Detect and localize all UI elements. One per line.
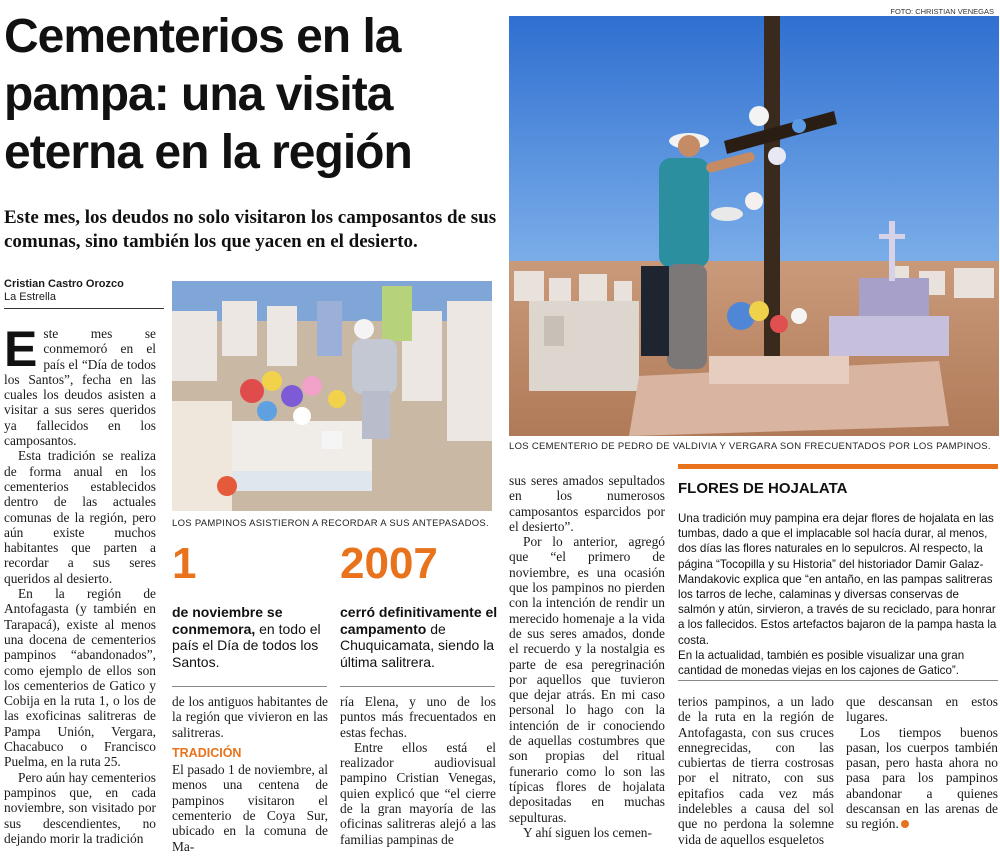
- column-1-paragraph-3: En la región de Antofagasta (y también en Tarapacá), existe al menos una docena de cementerios pampinos “abandonados”, como ejemplo de ellos son los cementerios de Gatico y Cobija en la ruta 1, o los de las exoficinas salitreras de Pampa Unión, Vergara, Chacabuco o Francisco Puelma, en la ruta 25.: [4, 586, 156, 770]
- fact-box-1: [172, 540, 332, 670]
- fact-1-number: 1: [172, 539, 197, 588]
- byline-rule: [4, 308, 164, 309]
- column-1: [4, 321, 156, 846]
- sidebar-bottom-rule: [678, 680, 998, 681]
- fact-1-text: [172, 604, 332, 670]
- sidebar: [678, 480, 998, 678]
- photo-credit: FOTO: CHRISTIAN VENEGAS: [890, 7, 994, 16]
- column-3: [340, 694, 496, 847]
- sidebar-paragraph-2: En la actualidad, también es posible visualizar una gran cantidad de monedas viejas en los cajones de Gatico”.: [678, 648, 965, 678]
- column-5-paragraph-1: terios pampinos, a un lado de la ruta en la región de Antofagasta, con sus cruces ennegrecidas, con las cubiertas de tierra costrosas por el nitrato, con sus epitafios cada vez más indelebles a causa del sol que no perdona la solemne vida de aquellos esqueletos: [678, 694, 834, 847]
- column-2-paragraph-2: El pasado 1 de noviembre, al menos una centena de pampinos visitaron el cementerio de Coya Sur, ubicado en la comuna de Ma-: [172, 762, 328, 854]
- small-photo-image: [172, 281, 492, 511]
- column-2-paragraph-1: de los antiguos habitantes de la región que vivieron en las salitreras.: [172, 694, 328, 740]
- author-outlet: La Estrella: [4, 291, 56, 303]
- fact-1-body: en todo el país el Día de todos los Santos.: [172, 620, 321, 670]
- sidebar-paragraph-1: Una tradición muy pampina era dejar flores de hojalata en las tumbas, dado a que el implacable sol hacía durar, al menos, dos días las flores naturales en lo sepulcros. Al respecto, la página “Tocopilla y su Historia” del historiador Damir Galaz-Mandakovic explica que “en antaño, en las pampas salitreras los tarros de leche, calaminas y diversas conservas de salmón y atún, sirvieron, a través de su reciclado, para honrar a los fallecidos. Estos artefactos bajaron de la pampa hasta la costa.: [678, 512, 997, 647]
- fact-2-bold: cerró definitivamente el campamento: [340, 604, 498, 637]
- end-mark-icon: [901, 820, 909, 828]
- sidebar-title: FLORES DE HOJALATA: [678, 480, 848, 497]
- column-6: [846, 694, 998, 832]
- column-5: [678, 694, 834, 847]
- column-1-paragraph-4: Pero aún hay cementerios pampinos que, en cada noviembre, son visitado por sus descendientes, no dejando morir la tradición: [4, 769, 156, 846]
- main-photo: [509, 16, 999, 436]
- column-4-paragraph-1: sus seres amados sepultados en los numerosos camposantos esparcidos por el desierto”.: [509, 473, 665, 534]
- fact-2-text: [340, 604, 500, 670]
- column-6-paragraph-2: [846, 725, 998, 832]
- column-1-paragraph-2: Esta tradición se realiza de forma anual en los cementerios establecidos dentro de las actuales comunas de la región, pero aún existe muchos habitantes que parten a recordar a sus seres queridos al desierto.: [4, 448, 156, 586]
- fact-2-body: de Chuquicamata, siendo la última salitrera.: [340, 620, 495, 670]
- byline: [4, 278, 124, 304]
- column-3-paragraph-2: Entre ellos está el realizador audiovisual pampino Cristian Venegas, quien explicó que “el cierre de la gran mayoría de las oficinas salitreras alejó a las familias pampinas de: [340, 739, 496, 847]
- sidebar-accent-bar: [678, 464, 998, 469]
- fact-1-bold: de noviembre se conmemora,: [172, 604, 283, 637]
- fact-box-2: [340, 540, 500, 670]
- fact-2-number: 2007: [340, 539, 438, 588]
- small-photo: [172, 281, 492, 511]
- headline: Cementerios en la pampa: una visita eterna en la región: [4, 10, 412, 179]
- column-1-paragraph-1: [4, 321, 156, 449]
- column-6-paragraph-1: que descansan en estos lugares.: [846, 694, 998, 725]
- author-name: Cristian Castro Orozco: [4, 278, 124, 290]
- column-4-paragraph-3: Y ahí siguen los cemen-: [523, 824, 652, 840]
- main-photo-caption: LOS CEMENTERIO DE PEDRO DE VALDIVIA Y VERGARA SON FRECUENTADOS POR LOS PAMPINOS.: [509, 441, 991, 452]
- paragraph-text: ste mes se conmemoró en el país el “Día de todos los Santos”, fecha en las cuales los deudos asisten a visitar a sus seres queridos ya fallecidos en los camposantos.: [4, 326, 156, 449]
- column-4-paragraph-2: Por lo anterior, agregó que “el primero de noviembre, es una ocasión que los pampinos no pierden con la intención de rendir un merecido homenaje a la vida de sus seres amados, donde el recuerdo y la nostalgia es parte de esa peregrinación por aquellos que tuvieron que dejar atrás. En mi caso personal lo hago con la intención de ir conociendo de aquellas costumbres que son propias del ritual funerario como lo son las típicas flores de hojalata depositadas en muchas sepulturas.: [509, 534, 665, 825]
- fact-1-rule: [172, 686, 327, 687]
- fact-2-rule: [340, 686, 495, 687]
- column-3-paragraph-1: ría Elena, y uno de los puntos más frecuentados en estas fechas.: [340, 694, 496, 740]
- main-photo-image: [509, 16, 999, 436]
- deck: Este mes, los deudos no solo visitaron los camposantos de sus comunas, sino también los que yacen en el desierto.: [4, 207, 497, 252]
- small-photo-caption: LOS PAMPINOS ASISTIERON A RECORDAR A SUS ANTEPASADOS.: [172, 518, 489, 529]
- column-2: [172, 694, 328, 854]
- subhead-tradicion: TRADICIÓN: [172, 745, 242, 760]
- drop-cap: E: [4, 321, 38, 377]
- column-4: [509, 473, 665, 840]
- paragraph-text: Los tiempos buenos pasan, los cuerpos también pasan, pero hasta ahora no pasa para los pampinos abandonar a quienes descansan en las arenas de su región.: [846, 724, 998, 832]
